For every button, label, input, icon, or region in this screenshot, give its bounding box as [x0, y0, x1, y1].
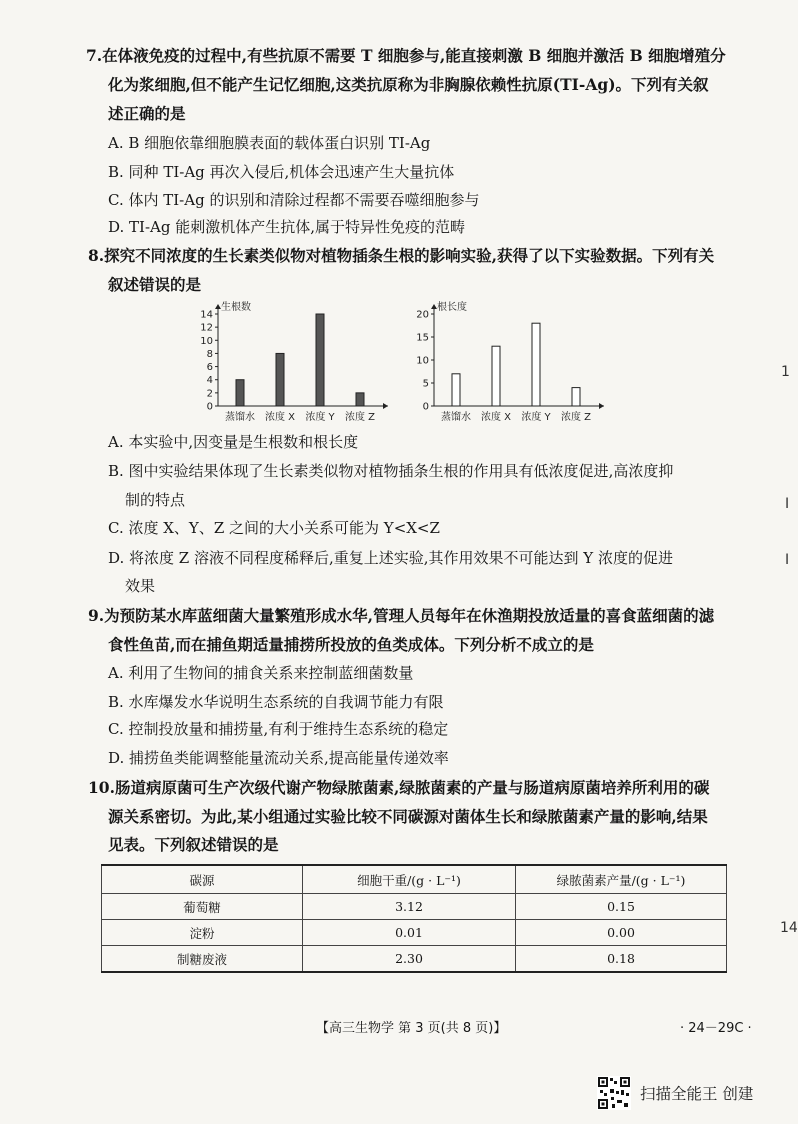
q9-option-b: B. 水库爆发水华说明生态系统的自我调节能力有限 — [108, 693, 444, 711]
q8-stem-line2: 叙述错误的是 — [108, 275, 202, 294]
y-tick-label: 0 — [206, 401, 213, 413]
y-tick-label: 10 — [416, 355, 429, 367]
q7-stem-line3: 述正确的是 — [108, 104, 186, 123]
bar — [532, 323, 540, 406]
y-tick-label: 2 — [206, 388, 213, 400]
q8-option-b: B. 图中实验结果体现了生长素类似物对植物插条生根的作用具有低浓度促进,高浓度抑 — [108, 462, 674, 480]
y-tick-label: 10 — [200, 335, 213, 347]
q7-option-b: B. 同种 TI-Ag 再次入侵后,机体会迅速产生大量抗体 — [108, 163, 455, 181]
table-cell: 0.18 — [516, 946, 727, 973]
bar — [276, 353, 284, 406]
table-cell: 2.30 — [303, 946, 516, 973]
carbon-source-table — [101, 864, 727, 973]
y-tick-label: 5 — [422, 378, 429, 390]
table-cell: 制糖废液 — [102, 946, 303, 973]
y-tick-label: 4 — [206, 375, 213, 387]
q9-option-c: C. 控制投放量和捕捞量,有利于维持生态系统的稳定 — [108, 720, 449, 738]
bar — [316, 314, 324, 406]
qr-code-icon — [597, 1076, 631, 1110]
table-cell: 0.00 — [516, 920, 727, 946]
table-header: 细胞干重/(g · L⁻¹) — [303, 865, 516, 894]
category-label: 浓度 X — [480, 412, 512, 423]
root-count-bar-chart — [198, 300, 398, 428]
q7-option-a: A. B 细胞依靠细胞膜表面的载体蛋白识别 TI-Ag — [108, 134, 431, 152]
table-cell: 淀粉 — [102, 920, 303, 946]
q9-option-d: D. 捕捞鱼类能调整能量流动关系,提高能量传递效率 — [108, 749, 449, 767]
q8-option-d-cont: 效果 — [125, 577, 156, 595]
table-row — [102, 894, 727, 920]
q8-option-b-cont: 制的特点 — [125, 491, 186, 509]
q7-option-d: D. TI-Ag 能刺激机体产生抗体,属于特异性免疫的范畴 — [108, 218, 465, 236]
category-label: 浓度 X — [264, 412, 296, 423]
footer-page-info: 【高三生物学 第 3 页(共 8 页)】 — [316, 1021, 507, 1036]
table-header: 绿脓菌素产量/(g · L⁻¹) — [516, 865, 727, 894]
q9-stem-line2: 食性鱼苗,而在捕鱼期适量捕捞所投放的鱼类成体。下列分析不成立的是 — [108, 635, 594, 654]
scanner-watermark: 扫描全能王 创建 — [640, 1085, 754, 1103]
table-row — [102, 946, 727, 973]
q7-stem-line2: 化为浆细胞,但不能产生记忆细胞,这类抗原称为非胸腺依赖性抗原(TI-Ag)。下列有关叙 — [108, 75, 709, 94]
q7-option-c: C. 体内 TI-Ag 的识别和清除过程都不需要吞噬细胞参与 — [108, 191, 480, 209]
q8-option-d: D. 将浓度 Z 溶液不同程度稀释后,重复上述实验,其作用效果不可能达到 Y 浓度的促进 — [108, 549, 673, 567]
bar — [356, 393, 364, 406]
q8-option-c: C. 浓度 X、Y、Z 之间的大小关系可能为 Y<X<Z — [108, 519, 440, 537]
bar — [572, 388, 580, 406]
y-tick-label: 12 — [200, 322, 213, 334]
category-label: 浓度 Z — [560, 412, 592, 423]
y-tick-label: 20 — [416, 309, 429, 321]
footer-code: · 24－29C · — [680, 1021, 752, 1036]
q9-option-a: A. 利用了生物间的捕食关系来控制蓝细菌数量 — [108, 664, 414, 682]
q9-stem-line1: 9.为预防某水库蓝细菌大量繁殖形成水华,管理人员每年在休渔期投放适量的喜食蓝细菌的滤 — [88, 606, 715, 625]
q10-stem-line3: 见表。下列叙述错误的是 — [108, 835, 279, 854]
edge-mark: I — [785, 496, 790, 512]
y-tick-label: 8 — [206, 348, 213, 360]
category-label: 浓度 Y — [521, 412, 551, 423]
q8-option-a: A. 本实验中,因变量是生根数和根长度 — [108, 433, 359, 451]
bar — [452, 374, 460, 406]
bar — [492, 346, 500, 406]
table-header: 碳源 — [102, 865, 303, 894]
y-axis-label: 根长度 — [437, 302, 467, 313]
category-label: 蒸馏水 — [441, 412, 471, 423]
table-cell: 0.15 — [516, 894, 727, 920]
chart-root-count — [198, 300, 398, 428]
bar — [236, 380, 244, 406]
root-length-bar-chart — [414, 300, 614, 428]
y-tick-label: 0 — [422, 401, 429, 413]
category-label: 浓度 Z — [344, 412, 376, 423]
table-cell: 3.12 — [303, 894, 516, 920]
category-label: 浓度 Y — [305, 412, 335, 423]
edge-mark: I — [785, 552, 790, 568]
y-tick-label: 15 — [416, 332, 429, 344]
q10-stem-line2: 源关系密切。为此,某小组通过实验比较不同碳源对菌体生长和绿脓菌素产量的影响,结果 — [108, 807, 708, 826]
y-axis-label: 生根数 — [221, 302, 251, 313]
category-label: 蒸馏水 — [225, 412, 255, 423]
table-row — [102, 920, 727, 946]
edge-mark: 1 — [781, 364, 790, 380]
y-tick-label: 14 — [200, 309, 213, 321]
edge-mark: 14 — [780, 920, 798, 936]
table-cell: 0.01 — [303, 920, 516, 946]
q7-stem-line1: 7.在体液免疫的过程中,有些抗原不需要 T 细胞参与,能直接刺激 B 细胞并激活 B 细胞增殖分 — [86, 46, 726, 65]
x-axis-arrow — [383, 403, 388, 409]
y-tick-label: 6 — [206, 362, 213, 374]
table-cell: 葡萄糖 — [102, 894, 303, 920]
chart-root-length — [414, 300, 614, 428]
q10-stem-line1: 10.肠道病原菌可生产次级代谢产物绿脓菌素,绿脓菌素的产量与肠道病原菌培养所利用的碳 — [88, 778, 710, 797]
q8-stem-line1: 8.探究不同浓度的生长素类似物对植物插条生根的影响实验,获得了以下实验数据。下列有关 — [88, 246, 715, 265]
table-header-row — [102, 865, 727, 894]
x-axis-arrow — [599, 403, 604, 409]
